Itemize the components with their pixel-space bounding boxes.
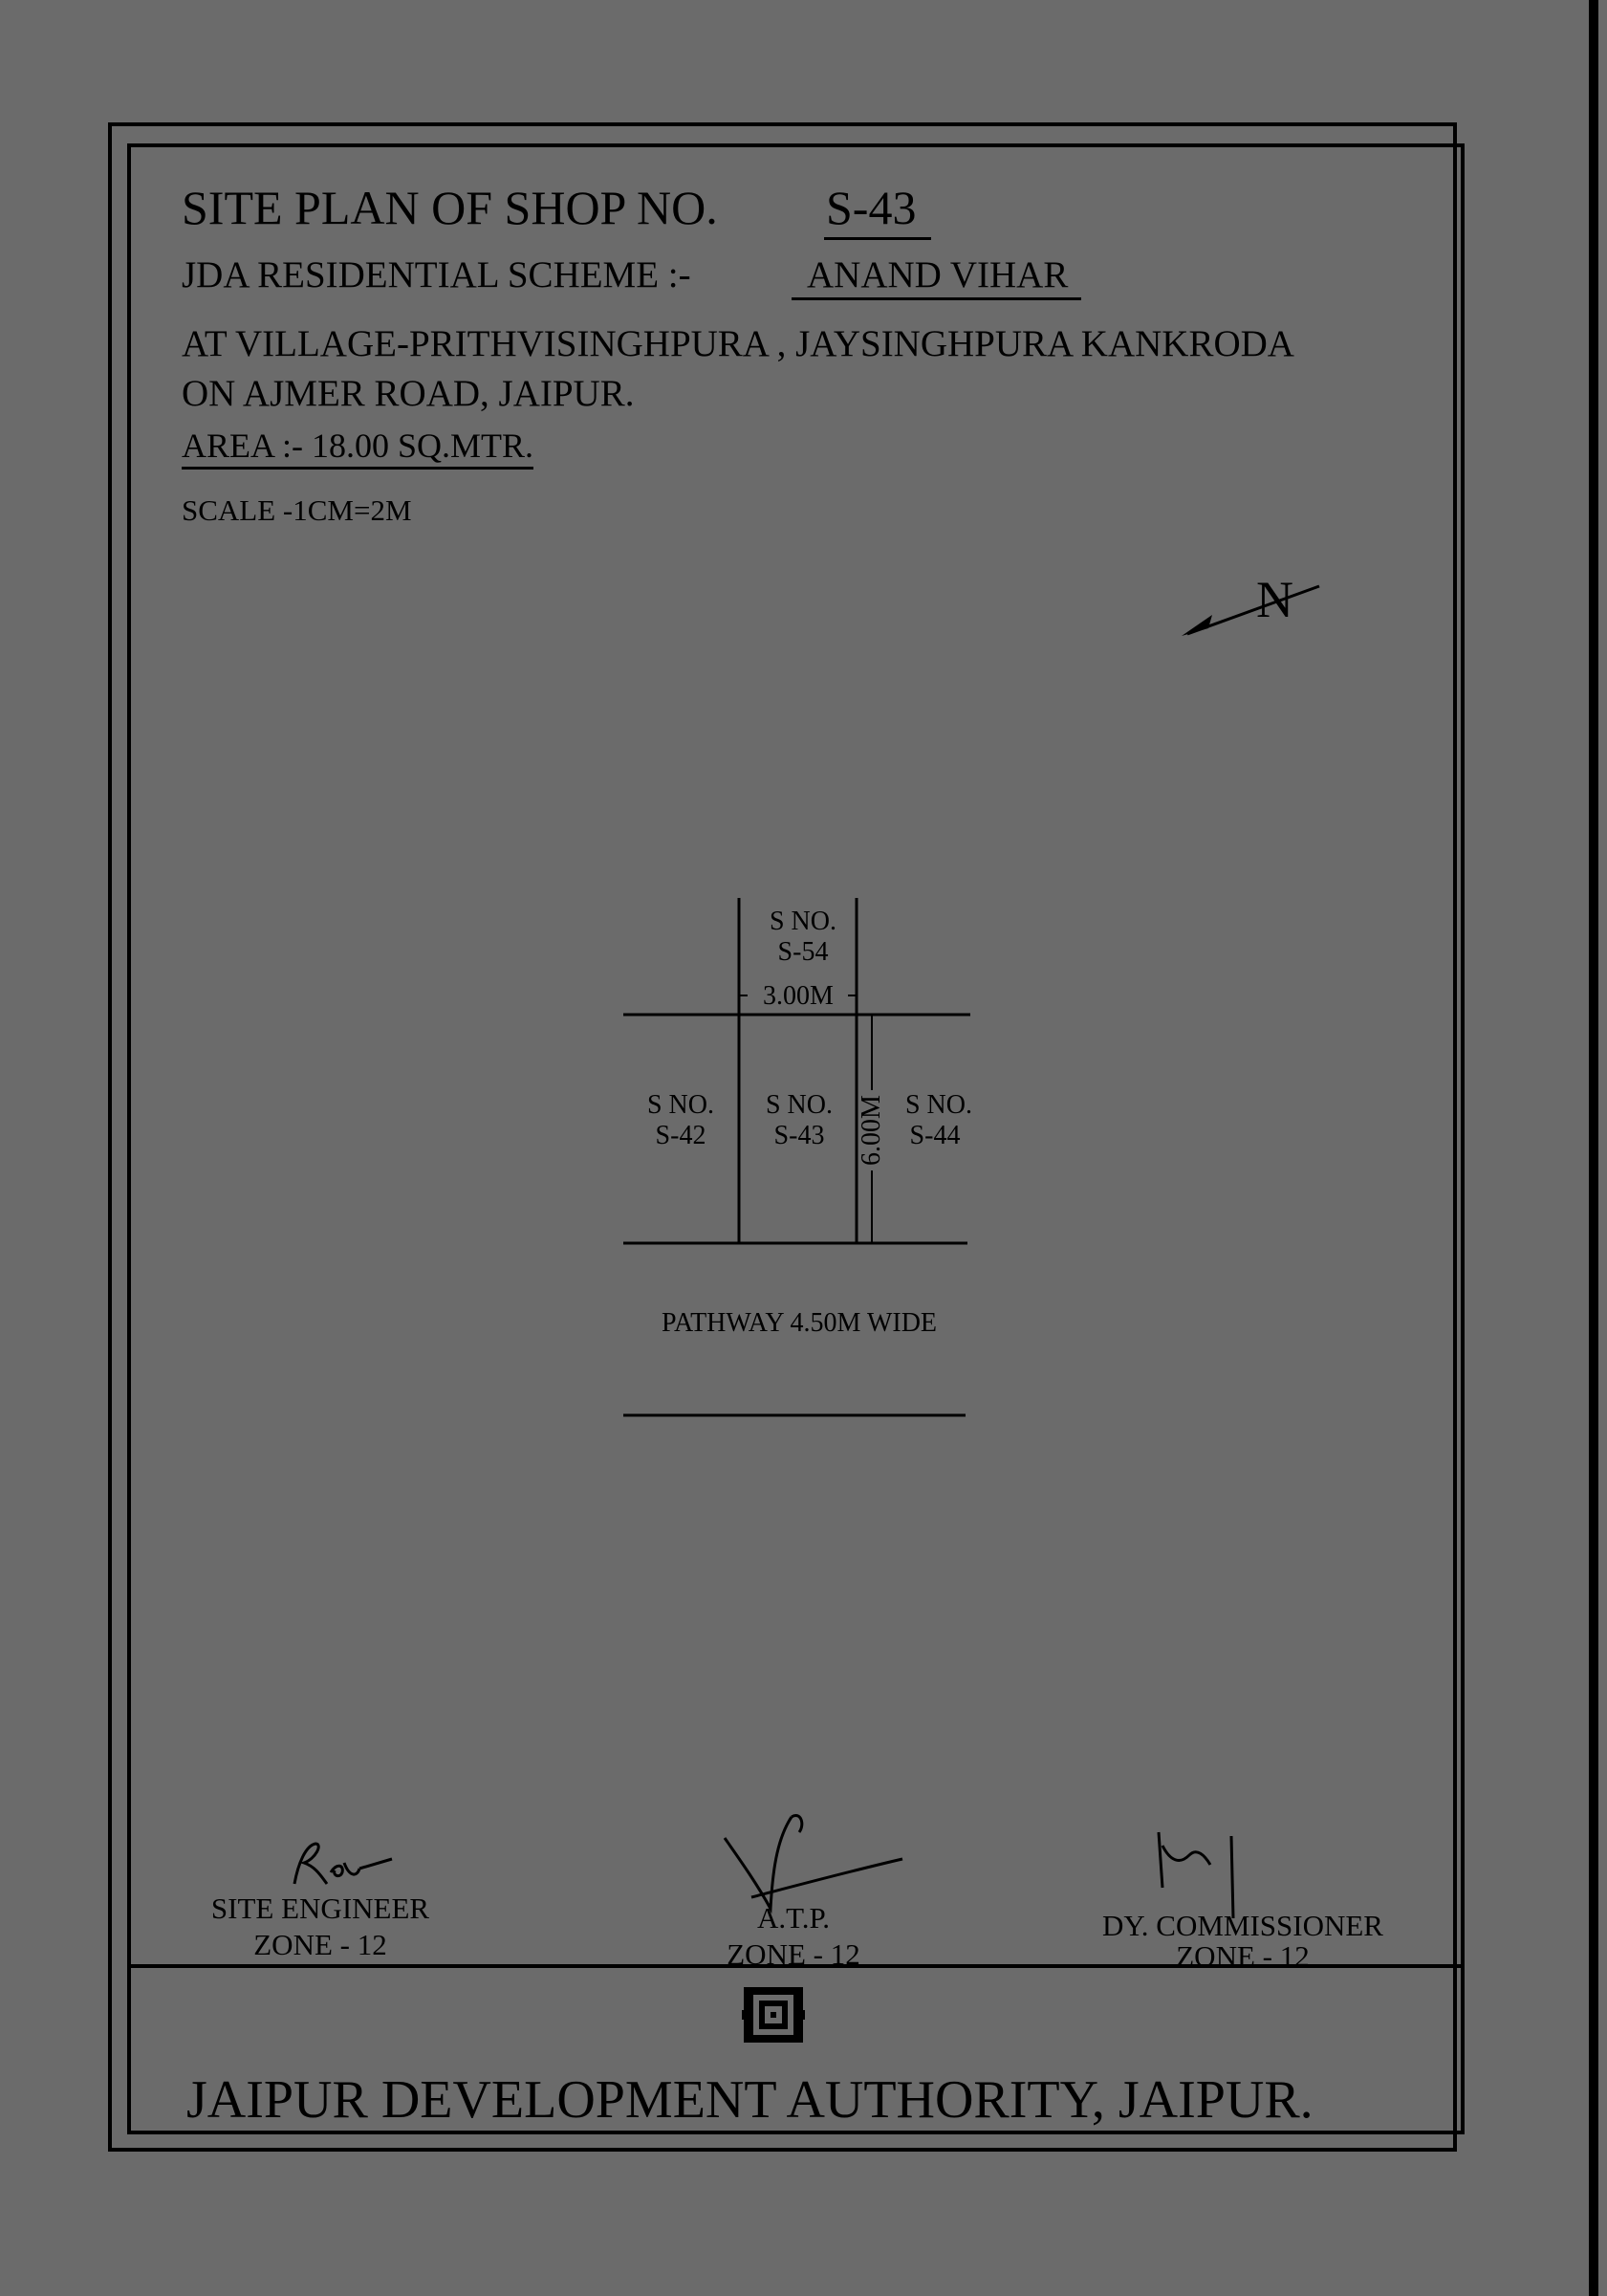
scheme-label: JDA RESIDENTIAL SCHEME :- bbox=[182, 254, 691, 295]
plot-s54-line2: S-54 bbox=[777, 937, 829, 967]
shop-number: S-43 bbox=[824, 184, 931, 240]
north-arrow-icon bbox=[1176, 569, 1329, 645]
site-engineer-zone: ZONE - 12 bbox=[253, 1928, 387, 1961]
dy-commissioner-signature bbox=[1147, 1826, 1252, 1922]
dy-commissioner-title: DY. COMMISSIONER bbox=[1102, 1909, 1383, 1942]
site-plan-drawing bbox=[612, 889, 985, 1425]
location-line-2: ON AJMER ROAD, JAIPUR. bbox=[182, 373, 635, 414]
width-dimension-label: 3.00M bbox=[763, 981, 834, 1011]
plot-s42-line2: S-42 bbox=[655, 1121, 706, 1150]
scale-text: SCALE -1CM=2M bbox=[182, 493, 412, 527]
dy-commissioner-zone: ZONE - 12 bbox=[1176, 1939, 1310, 1973]
north-label: N bbox=[1256, 571, 1293, 628]
page-edge-shadow bbox=[1589, 0, 1598, 2296]
atp-zone: ZONE - 12 bbox=[727, 1937, 860, 1971]
pathway-label: PATHWAY 4.50M WIDE bbox=[661, 1308, 938, 1338]
plot-s42-line1: S NO. bbox=[646, 1090, 715, 1120]
plot-s44-line1: S NO. bbox=[904, 1090, 973, 1120]
atp-signature bbox=[719, 1807, 910, 1914]
plot-s54-line1: S NO. bbox=[769, 907, 837, 936]
depth-dimension-label: 6.00M bbox=[857, 1095, 886, 1166]
area-text: AREA :- 18.00 SQ.MTR. bbox=[182, 428, 533, 470]
scheme-name: ANAND VIHAR bbox=[792, 256, 1081, 300]
jda-emblem-icon bbox=[742, 1985, 805, 2045]
authority-name: JAIPUR DEVELOPMENT AUTHORITY, JAIPUR. bbox=[186, 2070, 1314, 2130]
location-line-1: AT VILLAGE-PRITHVISINGHPURA , JAYSINGHPURA KANKRODA bbox=[182, 323, 1294, 364]
atp-title: A.T.P. bbox=[756, 1901, 831, 1935]
plot-s43-line1: S NO. bbox=[765, 1090, 834, 1120]
document-title: SITE PLAN OF SHOP NO. bbox=[182, 181, 718, 234]
plot-s44-line2: S-44 bbox=[909, 1121, 961, 1150]
plot-s43-line2: S-43 bbox=[773, 1121, 825, 1150]
site-engineer-title: SITE ENGINEER bbox=[210, 1891, 430, 1925]
